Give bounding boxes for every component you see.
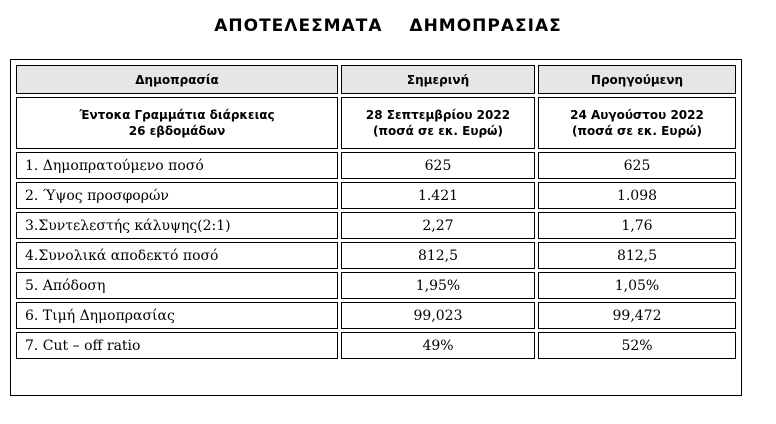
header-auction: Δημοπρασία — [16, 65, 338, 94]
row-current-value: 49% — [341, 332, 535, 359]
row-current-value: 625 — [341, 152, 535, 179]
header-previous: Προηγούμενη — [538, 65, 736, 94]
row-previous-value: 812,5 — [538, 242, 736, 269]
row-label: 1. Δημοπρατούμενο ποσό — [16, 152, 338, 179]
row-label: 3.Συντελεστής κάλυψης(2:1) — [16, 212, 338, 239]
table-row — [16, 152, 736, 179]
row-previous-value: 1,05% — [538, 272, 736, 299]
row-label: 5. Απόδοση — [16, 272, 338, 299]
table-row — [16, 182, 736, 209]
previous-date-cell — [538, 97, 736, 149]
auction-results-table — [13, 62, 739, 362]
row-label: 7. Cut – off ratio — [16, 332, 338, 359]
current-unit: (ποσά σε εκ. Ευρώ) — [373, 124, 503, 138]
row-current-value: 1.421 — [341, 182, 535, 209]
current-date: 28 Σεπτεμβρίου 2022 — [365, 108, 511, 122]
previous-unit: (ποσά σε εκ. Ευρώ) — [572, 124, 702, 138]
instrument-cell — [16, 97, 338, 149]
row-current-value: 1,95% — [341, 272, 535, 299]
row-previous-value: 99,472 — [538, 302, 736, 329]
row-current-value: 2,27 — [341, 212, 535, 239]
table-row — [16, 242, 736, 269]
table-row — [16, 212, 736, 239]
table-subheader-row — [16, 97, 736, 149]
header-current: Σημερινή — [341, 65, 535, 94]
table-row — [16, 272, 736, 299]
row-previous-value: 1.098 — [538, 182, 736, 209]
row-label: 4.Συνολικά αποδεκτό ποσό — [16, 242, 338, 269]
row-current-value: 99,023 — [341, 302, 535, 329]
row-label: 2. Ύψος προσφορών — [16, 182, 338, 209]
row-current-value: 812,5 — [341, 242, 535, 269]
row-previous-value: 52% — [538, 332, 736, 359]
previous-date: 24 Αυγούστου 2022 — [570, 108, 704, 122]
row-label: 6. Τιμή Δημοπρασίας — [16, 302, 338, 329]
table-row — [16, 302, 736, 329]
table-header-row — [16, 65, 736, 94]
document-title: ΑΠΟΤΕΛΕΣΜΑΤΑ ΔΗΜΟΠΡΑΣΙΑΣ — [214, 16, 562, 36]
row-previous-value: 625 — [538, 152, 736, 179]
row-previous-value: 1,76 — [538, 212, 736, 239]
table-row — [16, 332, 736, 359]
current-date-cell — [341, 97, 535, 149]
instrument-line-1: Έντοκα Γραμμάτια διάρκειας — [79, 108, 275, 122]
instrument-line-2: 26 εβδομάδων — [128, 124, 226, 138]
results-table-frame — [10, 59, 742, 396]
